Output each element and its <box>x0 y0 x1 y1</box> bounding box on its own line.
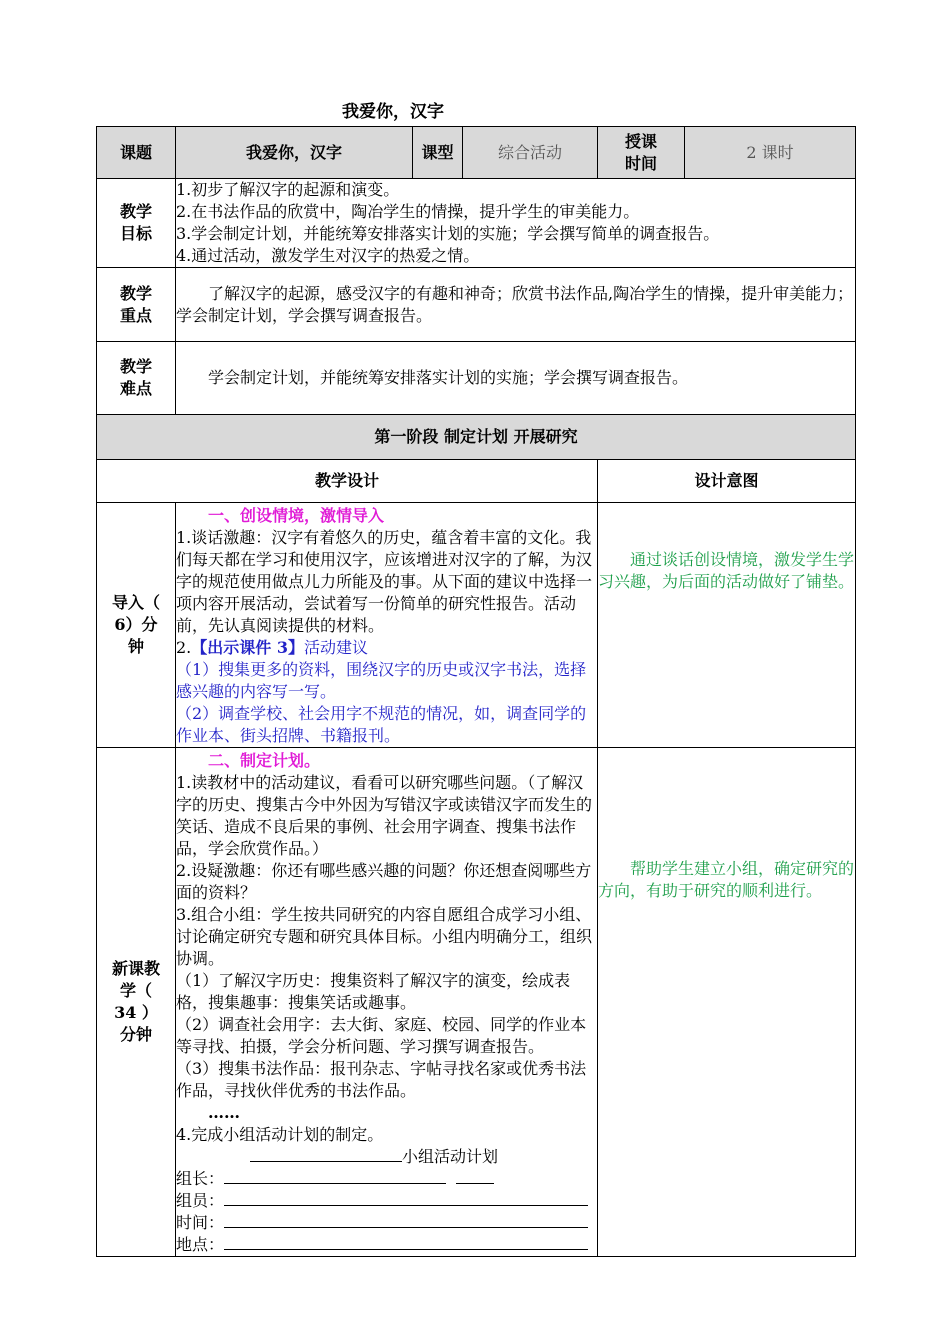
objective-item: 2.在书法作品的欣赏中，陶冶学生的情操，提升学生的审美能力。 <box>176 202 640 221</box>
objectives-label: 教学目标 <box>97 179 176 268</box>
new-lesson-row <box>97 748 856 1257</box>
suggestion-item: （1）搜集更多的资料，围绕汉字的历史或汉字书法，选择感兴趣的内容写一写。 <box>176 660 587 701</box>
time-value: 2 课时 <box>685 127 856 179</box>
lesson-sub-item: （1）了解汉字历史：搜集资料了解汉字的演变，绘成表格，搜集趣事：搜集笑话或趣事。 <box>176 971 571 1012</box>
suggestion-item: （2）调查学校、社会用字不规范的情况，如，调查同学的作业本、街头招牌、书籍报刊。 <box>176 704 587 745</box>
difficulties-text: 学会制定计划，并能统筹安排落实计划的实施；学会撰写调查报告。 <box>176 342 856 415</box>
group-name-blank <box>250 1147 402 1162</box>
difficulties-label: 教学难点 <box>97 342 176 415</box>
design-column-header: 教学设计 <box>97 460 598 503</box>
objective-item: 3.学会制定计划，并能统筹安排落实计划的实施；学会撰写简单的调查报告。 <box>176 224 720 243</box>
courseware-tag: 【出示课件 3】 <box>191 638 304 657</box>
objective-item: 1.初步了解汉字的起源和演变。 <box>176 180 400 199</box>
key-points-label: 教学重点 <box>97 268 176 342</box>
intro-row <box>97 503 856 748</box>
place-blank <box>224 1235 588 1250</box>
intro-paragraph: 1.谈话激趣：汉字有着悠久的历史，蕴含着丰富的文化。我们每天都在学习和使用汉字，应该增进对汉字的了解，为汉字的规范使用做点儿力所能及的事。从下面的建议中选择一项内容开展活动，尝试着写一份简单的研究性报告。活动前，先认真阅读提供的材料。 <box>176 528 593 635</box>
lesson-paragraph: 1.读教材中的活动建议，看看可以研究哪些问题。（了解汉字的历史、搜集古今中外因为写错汉字或读错汉字而发生的笑话、造成不良后果的事例、社会用字调查、搜集书法作品，学会欣赏作品。） <box>176 773 593 858</box>
objectives-row <box>97 179 856 268</box>
objective-item: 4.通过活动，激发学生对汉字的热爱之情。 <box>176 246 480 265</box>
plan-field-members: 组员： <box>176 1190 597 1212</box>
topic-label: 课题 <box>97 127 176 179</box>
lesson-sub-item: （2）调查社会用字：去大街、家庭、校园、同学的作业本等寻找、拍摄，学会分析问题、学习撰写调查报告。 <box>176 1015 587 1056</box>
lesson-sub-item: （3）搜集书法作品：报刊杂志、字帖寻找名家或优秀书法作品，寻找伙伴优秀的书法作品。 <box>176 1059 587 1100</box>
difficulties-row <box>97 342 856 415</box>
plan-title-line: 小组活动计划 <box>176 1146 597 1168</box>
key-points-text: 了解汉字的起源，感受汉字的有趣和神奇；欣赏书法作品,陶冶学生的情操，提升审美能力；学会制定计划，学会撰写调查报告。 <box>176 268 856 342</box>
columns-row <box>97 460 856 503</box>
intro-content <box>176 503 598 748</box>
new-lesson-intent: 帮助学生建立小组，确定研究的方向，有助于研究的顺利进行。 <box>598 748 856 1257</box>
new-lesson-heading: 二、制定计划。 <box>208 751 321 770</box>
intro-heading: 一、创设情境，激情导入 <box>208 506 385 525</box>
members-blank <box>224 1191 588 1206</box>
stage-row <box>97 415 856 460</box>
header-row <box>97 127 856 179</box>
plan-field-leader: 组长： <box>176 1168 597 1190</box>
lesson-paragraph: 3.组合小组：学生按共同研究的内容自愿组合成学习小组、讨论确定研究专题和研究具体目标。小组内明确分工，组织协调。 <box>176 905 593 968</box>
objectives-list <box>176 179 856 268</box>
document-title: 我爱你，汉字 <box>342 102 444 122</box>
lesson-paragraph: 4.完成小组活动计划的制定。 <box>176 1125 384 1144</box>
intent-column-header: 设计意图 <box>598 460 856 503</box>
new-lesson-content <box>176 748 598 1257</box>
ellipsis: …… <box>208 1103 240 1122</box>
lesson-plan-table <box>96 126 856 1257</box>
intro-intent: 通过谈话创设情境，激发学生学习兴趣，为后面的活动做好了铺垫。 <box>598 503 856 748</box>
plan-field-place: 地点： <box>176 1234 597 1256</box>
intro-courseware-line: 2.【出示课件 3】活动建议 <box>176 638 368 657</box>
key-points-row <box>97 268 856 342</box>
leader-blank-short <box>456 1169 494 1184</box>
topic-value: 我爱你，汉字 <box>176 127 413 179</box>
time-label: 授课 时间 <box>598 127 685 179</box>
time-blank <box>224 1213 588 1228</box>
intro-label: 导入（ 6）分钟 <box>97 503 176 748</box>
plan-field-time: 时间： <box>176 1212 597 1234</box>
new-lesson-label: 新课教学（ 34 ）分钟 <box>97 748 176 1257</box>
lesson-paragraph: 2.设疑激趣：你还有哪些感兴趣的问题？你还想查阅哪些方面的资料？ <box>176 861 592 902</box>
type-label: 课型 <box>413 127 463 179</box>
type-value: 综合活动 <box>463 127 598 179</box>
stage-title: 第一阶段 制定计划 开展研究 <box>97 415 856 460</box>
leader-blank <box>224 1169 446 1184</box>
